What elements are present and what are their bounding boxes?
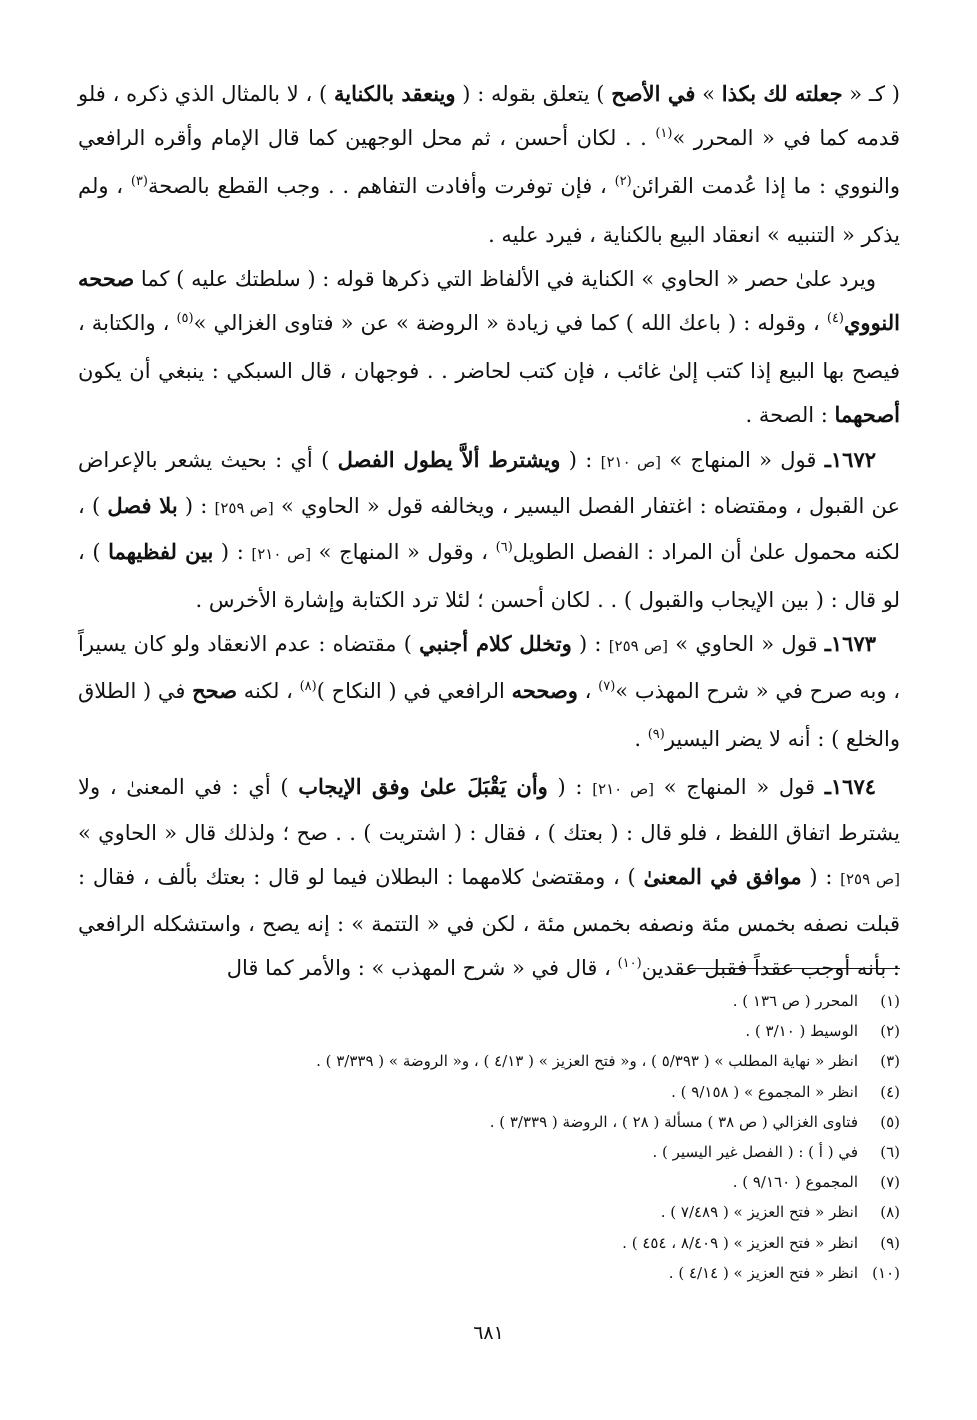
footnote — [160, 1077, 900, 1107]
footnote-divider — [688, 968, 900, 969]
footnote-number: (١٠) — [872, 1263, 900, 1282]
paragraph-1: ( كـ « جعلته لك بكذا » في الأصح ) يتعلق بقوله : ( وينعقد بالكناية ) ، لا بالمثال الذي ذكره ، فلو قدمه كما في « المحرر »$^{(١)}$ . . لكان أحسن ، ثم محل الوجهين كما قال الإمام وأقره الرافعي والنووي : ما إذا عُدمت القرائن$^{(٢)}$ ، فإن توفرت وأفادت التفاهم . . وجب القطع بالصحة$^{(٣)}$ ، ولم يذكر « التنبيه » انعقاد البيع بالكناية ، فيرد عليه . — [78, 81, 900, 247]
footnote-ref: (٢) — [614, 174, 632, 190]
bold-phrase: جعلته لك بكذا — [721, 81, 843, 106]
page-reference: [ص ٢٥٩] — [840, 870, 900, 889]
footnote-ref: (٦) — [495, 540, 513, 556]
footnote-ref: (١٠) — [617, 955, 642, 971]
footnote — [160, 1107, 900, 1137]
footnote-ref: (٥) — [176, 311, 194, 327]
footnote-number: (١) — [880, 992, 900, 1010]
footnote-number: (٧) — [880, 1173, 900, 1192]
footnote — [160, 1258, 900, 1288]
footnote-text: انظر « فتح العزيز » ( ٨/٤٠٩ ، ٤٥٤ ) . — [622, 1233, 858, 1252]
page-reference: [ص ٢١٠] — [600, 452, 662, 471]
footnote — [160, 1046, 900, 1076]
footnote — [160, 986, 900, 1016]
footnote-ref: (٩) — [647, 726, 665, 742]
footnote-number: (٩) — [880, 1233, 900, 1252]
footnote-text: فتاوى الغزالي ( ص ٣٨ ) مسألة ( ٢٨ ) ، الروضة ( ٣/٣٣٩ ) . — [489, 1112, 858, 1131]
footnote-text: الوسيط ( ٣/١٠ ) . — [745, 1022, 858, 1041]
footnote — [160, 1137, 900, 1167]
footnote-text: انظر « فتح العزيز » ( ٧/٤٨٩ ) . — [660, 1203, 858, 1222]
footnote-number: (٥) — [880, 1112, 900, 1131]
issue-number: ١٦٧٢ـ — [824, 446, 877, 472]
footnote-ref: (٨) — [299, 678, 317, 694]
footnote-number: (٦) — [880, 1143, 900, 1162]
footnote-ref: (٣) — [130, 174, 148, 190]
bold-phrase: صحح — [192, 677, 238, 703]
issue-number: ١٦٧٣ـ — [824, 631, 877, 657]
bold-phrase: ويشترط ألاَّ يطول الفصل — [337, 446, 561, 472]
paragraph-1673: ١٦٧٣ـ قول « الحاوي » [ص ٢٥٩] : ( وتخلل كلام أجنبي ) مقتضاه : عدم الانعقاد ولو كان يسيراً ، وبه صرح في « شرح المهذب »$^{(٧)}$ ، وصححه الرافعي في ( النكاح )$^{(٨)}$ ، لكنه صحح في ( الطلاق والخلع ) : أنه لا يضر اليسير$^{(٩)}$ . — [78, 631, 900, 751]
bold-phrase: وصححه — [511, 677, 578, 703]
footnote-text: في ( أ ) : ( الفصل غير اليسير ) . — [652, 1143, 858, 1162]
footnote-number: (٤) — [880, 1082, 900, 1101]
paragraph-1674: ١٦٧٤ـ قول « المنهاج » [ص ٢١٠] : ( وأن يَقْبَلَ علىٰ وفق الإيجاب ) أي : في المعنىٰ ، ولا يشترط اتفاق اللفظ ، فلو قال : ( بعتك ) ، فقال : ( اشتريت ) . . صح ؛ ولذلك قال « الحاوي » [ص ٢٥٩] : ( موافق في المعنىٰ ) ، ومقتضىٰ كلامهما : البطلان فيما لو قال : بعتك بألف ، فقال : قبلت نصفه بخمس مئة ونصفه بخمس مئة ، لكن في « التتمة » : إنه يصح ، واستشكله الرافعي : بأنه أوجب عقداً فقبل عقدين$^{(١٠)}$ ، قال في « شرح المهذب » : والأمر كما قال — [78, 774, 900, 980]
page-reference: [ص ٢٥٩] — [608, 637, 669, 656]
footnote-text: انظر « فتح العزيز » ( ٤/١٤ ) . — [668, 1263, 858, 1282]
footnote-ref: (١) — [655, 126, 673, 142]
paragraph-1672: ١٦٧٢ـ قول « المنهاج » [ص ٢١٠] : ( ويشترط ألاَّ يطول الفصل ) أي : بحيث يشعر بالإعراض عن القبول ، ومقتضاه : اغتفار الفصل اليسير ، ويخالفه قول « الحاوي » [ص ٢٥٩] : ( بلا فصل ) ، لكنه محمول علىٰ أن المراد : الفصل الطويل$^{(٦)}$ ، وقول « المنهاج » [ص ٢١٠] : ( بين لفظيهما ) ، لو قال : ( بين الإيجاب والقبول ) . . لكان أحسن ؛ لئلا ترد الكتابة وإشارة الأخرس . — [78, 446, 901, 613]
bold-phrase: في الأصح — [611, 81, 696, 106]
bold-phrase: أصحهما — [834, 402, 900, 428]
footnote — [160, 1016, 900, 1046]
bold-phrase: موافق في المعنىٰ — [643, 864, 802, 890]
bold-phrase: صححه النووي — [78, 265, 900, 336]
footnote-ref: (٤) — [826, 311, 844, 327]
page-reference: [ص ٢١٠] — [251, 545, 312, 564]
footnote — [160, 1197, 900, 1227]
footnote — [160, 1228, 900, 1258]
footnote-text: انظر « نهاية المطلب » ( ٥/٣٩٣ ) ، و« فتح العزيز » ( ٤/١٣ ) ، و« الروضة » ( ٣/٣٣٩ ) . — [316, 1052, 858, 1071]
bold-phrase: بلا فصل — [107, 492, 178, 518]
footnote-text: انظر « المجموع » ( ٩/١٥٨ ) . — [671, 1082, 858, 1101]
bold-phrase: وأن يَقْبَلَ علىٰ وفق الإيجاب — [298, 774, 548, 800]
footnote — [160, 1167, 900, 1197]
footnote-number: (٢) — [880, 1022, 900, 1041]
footnote-number: (٨) — [880, 1203, 900, 1222]
footnote-ref: (٧) — [598, 678, 616, 694]
bold-phrase: بين لفظيهما — [108, 539, 214, 565]
footnote-text: المحرر ( ص ١٣٦ ) . — [732, 992, 858, 1010]
page-number: ٦٨١ — [473, 1322, 504, 1344]
page-reference: [ص ٢١٠] — [592, 780, 655, 799]
footnote-text: المجموع ( ٩/١٦٠ ) . — [732, 1173, 858, 1192]
footnote-number: (٣) — [880, 1052, 900, 1071]
bold-phrase: وتخلل كلام أجنبي — [419, 631, 572, 657]
paragraph-2: ويرد علىٰ حصر « الحاوي » الكناية في الألفاظ التي ذكرها قوله : ( سلطتك عليه ) كما صححه النووي$^{(٤)}$ ، وقوله : ( باعك الله ) كما في زيادة « الروضة » عن « فتاوى الغزالي »$^{(٥)}$ ، والكتابة ، فيصح بها البيع إذا كتب إلىٰ غائب ، فإن كتب لحاضر . . فوجهان ، قال السبكي : ينبغي أن يكون أصحهما : الصحة . — [78, 265, 900, 428]
page-reference: [ص ٢٥٩] — [214, 498, 274, 517]
issue-number: ١٦٧٤ـ — [824, 774, 877, 800]
main-text — [78, 72, 900, 994]
bold-phrase: وينعقد بالكناية — [333, 81, 456, 106]
footnotes — [160, 986, 900, 1288]
